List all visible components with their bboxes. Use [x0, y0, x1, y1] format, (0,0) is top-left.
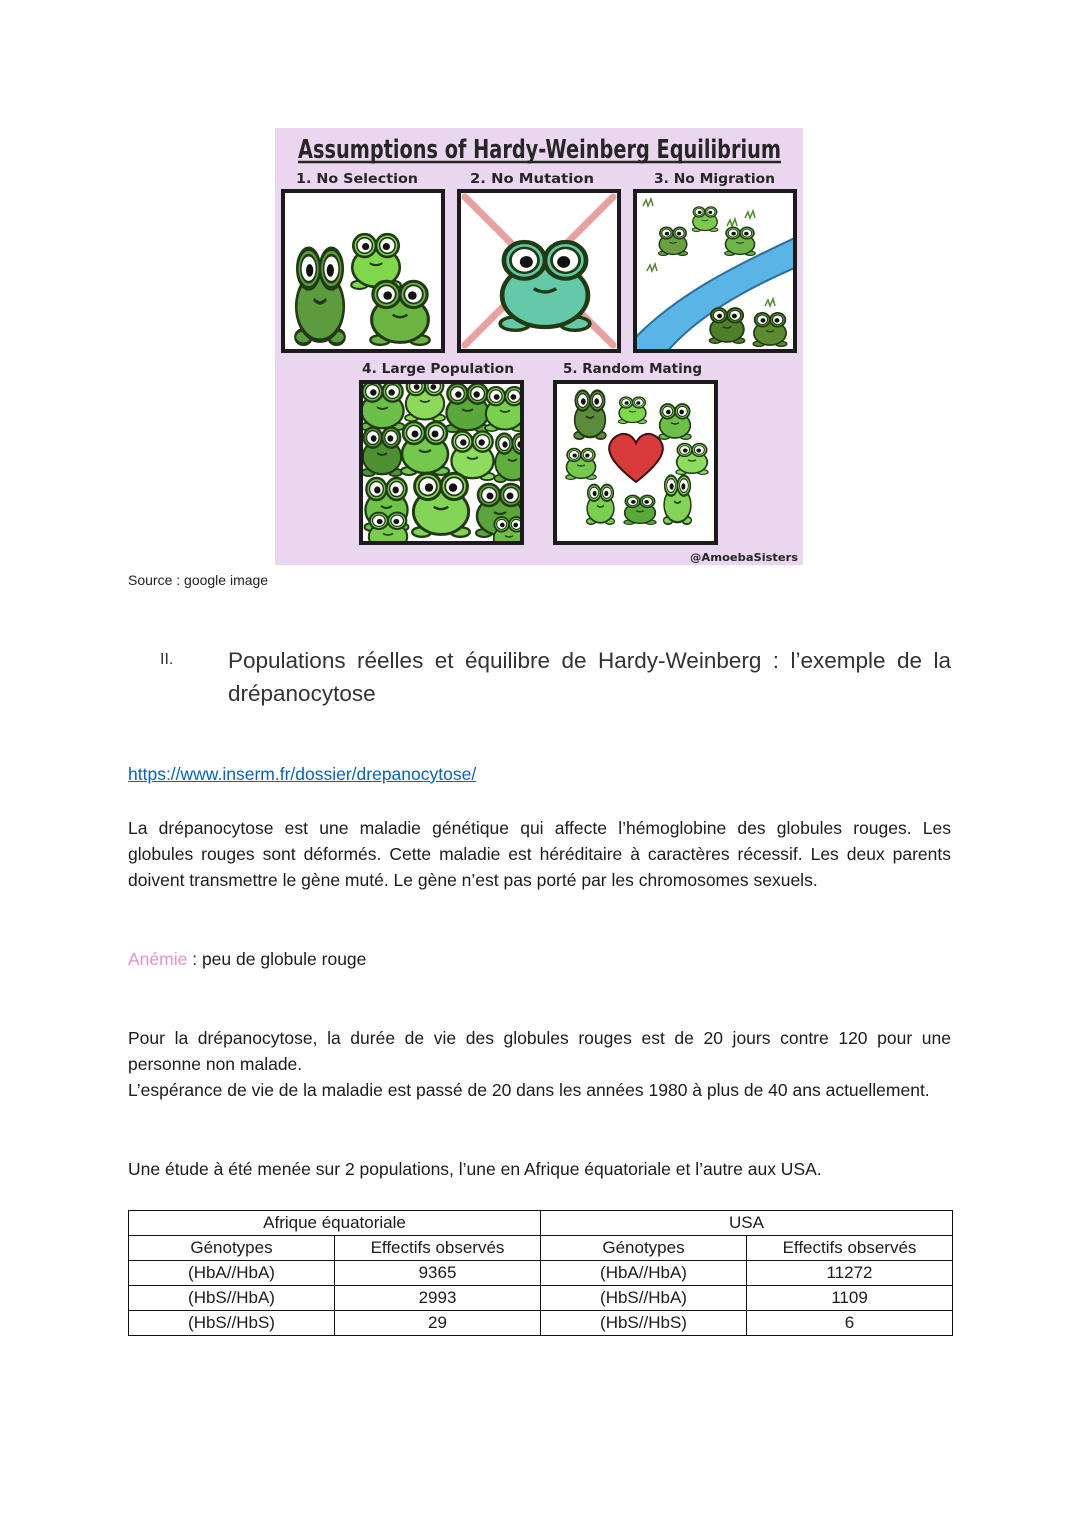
table-header-row [129, 1236, 953, 1261]
panel-label-migration: 3. No Migration [654, 172, 775, 187]
study-intro: Une étude à été menée sur 2 populations, l’une en Afrique équatoriale et l’autre aux USA. [128, 1159, 822, 1179]
frog [362, 428, 402, 477]
frog [664, 476, 692, 525]
frog [485, 387, 525, 431]
genotype-cell: (HbS//HbA) [541, 1286, 747, 1311]
frog [659, 404, 691, 439]
panel-label-selection: 1. No Selection [296, 172, 418, 187]
table-row [129, 1286, 953, 1311]
frog [676, 444, 708, 475]
paragraph-line: Pour la drépanocytose, la durée de vie des globules rouges est de 20 jours contre 120 pour une [128, 1028, 951, 1048]
frog [295, 249, 345, 344]
column-header-genotype: Génotypes [541, 1236, 747, 1261]
panel-selection [283, 191, 443, 351]
section-number: II. [160, 651, 174, 668]
panel-migration [633, 191, 799, 354]
frog [412, 473, 470, 537]
column-header-count: Effectifs observés [747, 1236, 953, 1261]
count-cell: 9365 [335, 1261, 541, 1286]
frog [361, 382, 405, 431]
frog [619, 397, 647, 424]
frog [351, 234, 401, 289]
frog [566, 449, 596, 480]
section-title-line: drépanocytose [228, 681, 376, 706]
frog [692, 207, 718, 232]
lifespan-paragraph [128, 1025, 951, 1103]
frog [725, 227, 755, 255]
panel-label-mutation: 2. No Mutation [470, 172, 594, 187]
count-cell: 11272 [747, 1261, 953, 1286]
panel-label-large-population: 4. Large Population [362, 362, 514, 377]
figure-title: Assumptions of Hardy-Weinberg Equilibrium [298, 135, 781, 165]
frog [401, 422, 449, 475]
genotype-cell: (HbS//HbS) [129, 1311, 335, 1336]
count-cell: 6 [747, 1311, 953, 1336]
column-header-count: Effectifs observés [335, 1236, 541, 1261]
frog [370, 281, 429, 345]
paragraph-line: La drépanocytose est une maladie génétique qui affecte l’hémoglobine des globules rouges. Les [128, 818, 951, 838]
frog [624, 495, 656, 524]
image-source: Source : google image [128, 572, 269, 588]
definition-text: : peu de globule rouge [192, 949, 367, 969]
figure-credit: @AmoebaSisters [690, 551, 799, 564]
genotype-cell: (HbS//HbA) [129, 1286, 335, 1311]
group-header-usa: USA [541, 1211, 953, 1236]
group-header-afrique: Afrique équatoriale [129, 1211, 541, 1236]
intro-paragraph [128, 815, 951, 893]
paragraph-line: doivent transmettre le gène muté. Le gène n’est pas porté par les chromosomes sexuels. [128, 870, 818, 890]
frog [659, 227, 688, 255]
section-title-line: Populations réelles et équilibre de Hardy-Weinberg : l’exemple de la [228, 648, 951, 673]
count-cell: 29 [335, 1311, 541, 1336]
frog [587, 485, 615, 525]
genotype-cell: (HbS//HbS) [541, 1311, 747, 1336]
definition-term: Anémie [128, 949, 188, 969]
table-row [129, 1261, 953, 1286]
table-group-row [129, 1211, 953, 1236]
definition [128, 946, 951, 972]
frog [500, 242, 590, 330]
count-cell: 2993 [335, 1286, 541, 1311]
inserm-link[interactable]: https://www.inserm.fr/dossier/drepanocytose/ [128, 764, 477, 784]
frog [753, 313, 787, 347]
panel-label-random-mating: 5. Random Mating [563, 362, 702, 377]
section-title [228, 644, 951, 710]
column-header-genotype: Génotypes [129, 1236, 335, 1261]
genotype-cell: (HbA//HbA) [541, 1261, 747, 1286]
panel-random-mating [555, 382, 716, 543]
genotype-table [128, 1210, 953, 1336]
frog [574, 391, 606, 440]
count-cell: 1109 [747, 1286, 953, 1311]
paragraph-line: L’espérance de vie de la maladie est passé de 20 dans les années 1980 à plus de 40 ans actuellement. [128, 1080, 930, 1100]
table-row [129, 1311, 953, 1336]
panel-mutation [459, 191, 619, 351]
frog [709, 308, 744, 343]
paragraph-line: globules rouges sont déformés. Cette maladie est héréditaire à caractères récessif. Les deux parents [128, 844, 951, 864]
genotype-cell: (HbA//HbA) [129, 1261, 335, 1286]
hardy-weinberg-figure [275, 128, 803, 565]
paragraph-line: personne non malade. [128, 1054, 303, 1074]
panel-large-population [361, 377, 531, 552]
frog [446, 384, 490, 433]
